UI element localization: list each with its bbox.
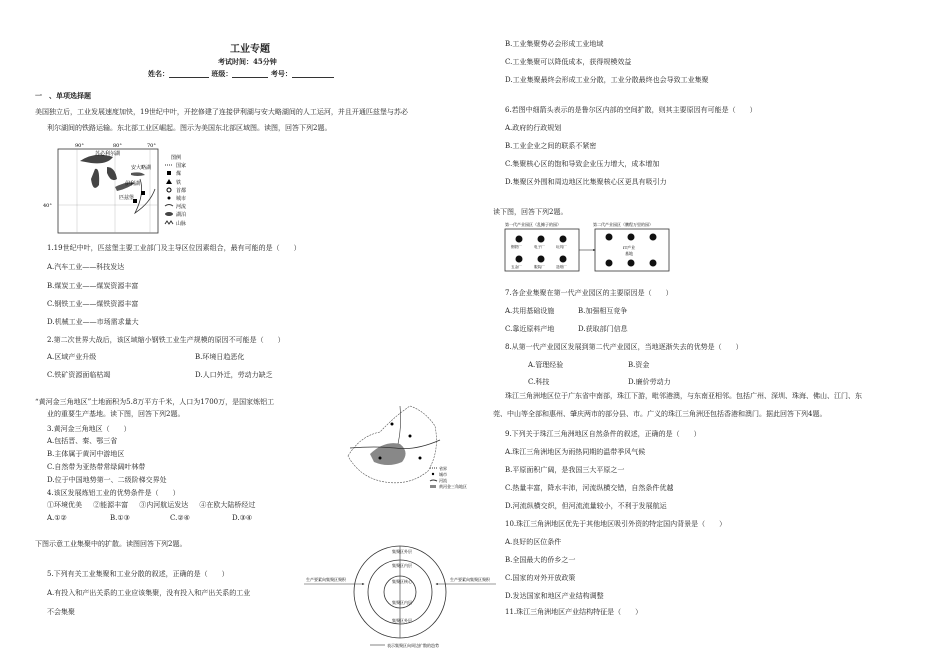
option-q4-d[interactable]: D.③④ bbox=[232, 514, 253, 522]
option-q2-b[interactable]: B.环境日趋恶化 bbox=[195, 353, 245, 361]
svg-text:第二代产业园区（鹏程万里的园）: 第二代产业园区（鹏程万里的园） bbox=[593, 222, 653, 227]
map-place-label: 安大略湖 bbox=[131, 165, 152, 171]
svg-text:集聚区内层: 集聚区内层 bbox=[392, 600, 412, 605]
option-q9-d[interactable]: D.河流纵横交织，但河流流量较小，不利于发展航运 bbox=[505, 502, 667, 510]
svg-text:IT产业: IT产业 bbox=[623, 245, 636, 250]
student-info bbox=[148, 70, 334, 78]
question-stem: 8.从第一代产业园区发展到第二代产业园区，当地逐渐失去的优势是（ ） bbox=[505, 343, 743, 351]
question-stem: 3.黄河金三角地区（ ） bbox=[47, 425, 131, 433]
name-label: 姓名： bbox=[148, 69, 169, 78]
svg-text:集聚区外层: 集聚区外层 bbox=[392, 549, 412, 554]
option-q10-a[interactable]: A.良好的区位条件 bbox=[505, 538, 562, 546]
option-q3-d[interactable]: D.位于中国地势第一、二级阶梯交界处 bbox=[47, 476, 167, 484]
option-q7-d[interactable]: D.获取部门信息 bbox=[578, 325, 628, 333]
svg-text:铁: 铁 bbox=[176, 180, 182, 186]
option-q5-d[interactable]: D.工业集聚最终会形成工业分散，工业分散最终也会导致工业集聚 bbox=[505, 76, 709, 84]
option-q5-a-cont: 不会集聚 bbox=[47, 608, 75, 616]
option-q6-d[interactable]: D.集聚区外围和周边地区比集聚核心区更具有吸引力 bbox=[505, 178, 667, 186]
question-stem: 2.第二次世界大战后，该区域缩小钢铁工业生产规模的原因不可能是（ ） bbox=[47, 336, 285, 344]
option-q2-d[interactable]: D.人口外迁，劳动力缺乏 bbox=[195, 371, 273, 379]
option-q3-c[interactable]: C.自然带为亚热带常绿阔叶林带 bbox=[47, 463, 146, 471]
intro-paragraph: 下图示意工业集聚中的扩散。读图回答下列2题。 bbox=[35, 540, 187, 548]
name-field[interactable] bbox=[169, 70, 209, 78]
svg-text:集聚区核心: 集聚区核心 bbox=[392, 579, 412, 584]
map-place-label: 伊利湖 bbox=[125, 181, 141, 187]
svg-text:湖泊: 湖泊 bbox=[176, 212, 187, 218]
option-q2-c[interactable]: C.铁矿资源面临枯竭 bbox=[47, 371, 111, 379]
option-q5-b[interactable]: B.工业集聚势必会形成工业地域 bbox=[505, 40, 604, 48]
svg-text:城市: 城市 bbox=[439, 472, 447, 477]
intro-paragraph: 利尔湖间的铁路运输。东北部工业区崛起。图示为美国东北部区域图。读图，回答下列2题。 bbox=[47, 124, 332, 132]
option-q9-c[interactable]: C.热量丰富，降水丰沛，河流纵横交错，自然条件优越 bbox=[505, 484, 674, 492]
class-field[interactable] bbox=[232, 70, 268, 78]
id-field[interactable] bbox=[292, 70, 334, 78]
option-q7-b[interactable]: B.加强相互竞争 bbox=[578, 307, 628, 315]
svg-text:五金厂: 五金厂 bbox=[511, 265, 522, 269]
section-heading: 一 、单项选择题 bbox=[35, 91, 91, 100]
svg-text:表示集聚区向周边扩散的趋势: 表示集聚区向周边扩散的趋势 bbox=[387, 643, 439, 648]
question-stem: 9.下列关于珠江三角洲地区自然条件的叙述，正确的是（ ） bbox=[505, 430, 701, 438]
legend-title: 图例 bbox=[171, 155, 182, 161]
option-q1-b[interactable]: B.煤炭工业——煤炭资源丰富 bbox=[47, 282, 139, 290]
option-q5-a[interactable]: A.有投入和产出关系的工业应该集聚，没有投入和产出关系的工业 bbox=[47, 589, 251, 597]
question-stem: 1.19世纪中叶，匹兹堡主要工业部门及主导区位因素组合，最有可能的是（ ） bbox=[47, 244, 301, 252]
option-q9-a[interactable]: A.珠江三角洲地区为雨热同期的温带季风气候 bbox=[505, 448, 646, 456]
question-stem: 4.该区发展炼铝工业的优势条件是（ ） bbox=[47, 489, 180, 497]
option-q8-b[interactable]: B.资金 bbox=[628, 361, 650, 369]
question-stem: 11.珠江三角洲地区产业结构特征是（ ） bbox=[505, 608, 643, 616]
industrial-park-diagram bbox=[503, 221, 673, 273]
us-northeast-map bbox=[43, 143, 203, 233]
class-label: 班级： bbox=[211, 69, 233, 78]
option-q7-a[interactable]: A.共用基础设施 bbox=[505, 307, 555, 315]
agglomeration-diagram bbox=[300, 544, 500, 648]
option-q1-d[interactable]: D.机械工业——市场需求量大 bbox=[47, 318, 139, 326]
option-q1-c[interactable]: C.钢铁工业——煤铁资源丰富 bbox=[47, 300, 139, 308]
intro-paragraph: “黄河金三角地区”土地面积为5.8万平方千米，人口为1700万，是国家炼铝工 bbox=[35, 398, 275, 406]
condition-list: ①环境优美 ②能源丰富 ③内河航运发达 ④在欧大陆桥经过 bbox=[47, 501, 256, 509]
svg-text:玩具厂: 玩具厂 bbox=[556, 245, 567, 249]
svg-text:集聚区外层: 集聚区外层 bbox=[392, 618, 412, 623]
svg-text:城市: 城市 bbox=[176, 196, 187, 202]
lat-label: 40° bbox=[43, 203, 52, 209]
intro-paragraph: 业的重要生产基地。读下图，回答下列2题。 bbox=[47, 410, 185, 418]
option-q9-b[interactable]: B.平原面积广阔，是我国三大平原之一 bbox=[505, 466, 625, 474]
svg-text:生产要素向集聚区聚积: 生产要素向集聚区聚积 bbox=[306, 577, 346, 582]
option-q4-a[interactable]: A.①② bbox=[47, 514, 67, 522]
option-q3-b[interactable]: B.主体属于黄河中游地区 bbox=[47, 450, 125, 458]
option-q4-b[interactable]: B.①③ bbox=[110, 514, 130, 522]
map-place-label: 苏必利尔湖 bbox=[95, 151, 121, 157]
option-q6-c[interactable]: C.集聚核心区的饱和导致企业压力增大，成本增加 bbox=[505, 160, 660, 168]
svg-text:黄河金三角地区: 黄河金三角地区 bbox=[439, 484, 467, 489]
option-q7-c[interactable]: C.靠近原料产地 bbox=[505, 325, 555, 333]
map-place-label: 匹兹堡 bbox=[119, 195, 135, 201]
option-q10-c[interactable]: C.国家的对外开放政策 bbox=[505, 574, 576, 582]
option-q5-c[interactable]: C.工业集聚可以降低成本，获得规模效益 bbox=[505, 58, 632, 66]
exam-time: 考试时间：45分钟 bbox=[218, 57, 277, 66]
page-title: 工业专题 bbox=[230, 44, 270, 55]
svg-text:第一代产业园区（乱摊子的园）: 第一代产业园区（乱摊子的园） bbox=[505, 222, 561, 227]
svg-text:生产要素向集聚区聚积: 生产要素向集聚区聚积 bbox=[450, 577, 490, 582]
svg-text:钢铁厂: 钢铁厂 bbox=[511, 245, 522, 249]
svg-text:基地: 基地 bbox=[625, 251, 633, 256]
option-q6-a[interactable]: A.政府的行政规划 bbox=[505, 124, 562, 132]
intro-paragraph: 美国独立后，工业发展速度加快，19世纪中叶，开挖修建了连接伊利湖与安大略湖间的人工运河，并且开通匹兹堡与苏必 bbox=[35, 108, 408, 116]
svg-text:河流: 河流 bbox=[439, 478, 447, 483]
svg-text:省界: 省界 bbox=[439, 466, 447, 471]
intro-paragraph: 珠江三角洲地区位于广东省中南部，珠江下游，毗邻港澳，与东南亚相邻。包括广州、深圳、珠海、佛山、江门、东 bbox=[505, 392, 862, 400]
option-q10-d[interactable]: D.发达国家和地区产业结构调整 bbox=[505, 592, 604, 600]
option-q4-c[interactable]: C.②④ bbox=[170, 514, 190, 522]
svg-text:服装厂: 服装厂 bbox=[534, 265, 545, 269]
lon-label: 80° bbox=[113, 143, 122, 149]
yellow-river-map bbox=[340, 396, 467, 492]
option-q8-d[interactable]: D.廉价劳动力 bbox=[628, 378, 671, 386]
svg-text:煤: 煤 bbox=[176, 171, 182, 177]
svg-text:电子厂: 电子厂 bbox=[534, 245, 545, 249]
svg-text:集聚区内层: 集聚区内层 bbox=[392, 563, 412, 568]
svg-text:造纸厂: 造纸厂 bbox=[556, 265, 567, 269]
option-q10-b[interactable]: B.全国最大的侨乡之一 bbox=[505, 556, 576, 564]
option-q3-a[interactable]: A.包括晋、秦、鄂三省 bbox=[47, 437, 118, 445]
svg-text:国家: 国家 bbox=[176, 163, 187, 169]
question-stem: 5.下列有关工业集聚和工业分散的叙述，正确的是（ ） bbox=[47, 570, 229, 578]
id-label: 考号： bbox=[270, 69, 292, 78]
svg-text:河流: 河流 bbox=[176, 204, 187, 210]
option-q8-a[interactable]: A.管理经验 bbox=[528, 361, 564, 369]
option-q6-b[interactable]: B.工业企业之间的联系不紧密 bbox=[505, 142, 597, 150]
option-q1-a[interactable]: A.汽车工业——科技发达 bbox=[47, 263, 125, 271]
option-q2-a[interactable]: A.区域产业升级 bbox=[47, 353, 97, 361]
lon-label: 90° bbox=[75, 143, 84, 149]
intro-paragraph: 莞、中山等全部和惠州、肇庆两市的部分县、市。广义的珠江三角洲还包括香港和澳门。据此回答下列4题。 bbox=[493, 410, 827, 418]
intro-paragraph: 读下图，回答下列2题。 bbox=[493, 208, 568, 216]
lon-label: 70° bbox=[147, 143, 156, 149]
question-stem: 7.各企业集聚在第一代产业园区的主要原因是（ ） bbox=[505, 289, 673, 297]
option-q8-c[interactable]: C.科技 bbox=[528, 378, 550, 386]
svg-text:山脉: 山脉 bbox=[176, 221, 187, 227]
question-stem: 10.珠江三角洲地区优先于其他地区吸引外资的特定国内背景是（ ） bbox=[505, 520, 727, 528]
question-stem: 6.若图中细箭头表示的是鲁尔区内部的空间扩散，则其主要原因有可能是（ ） bbox=[505, 106, 757, 114]
svg-text:首都: 首都 bbox=[176, 188, 187, 194]
